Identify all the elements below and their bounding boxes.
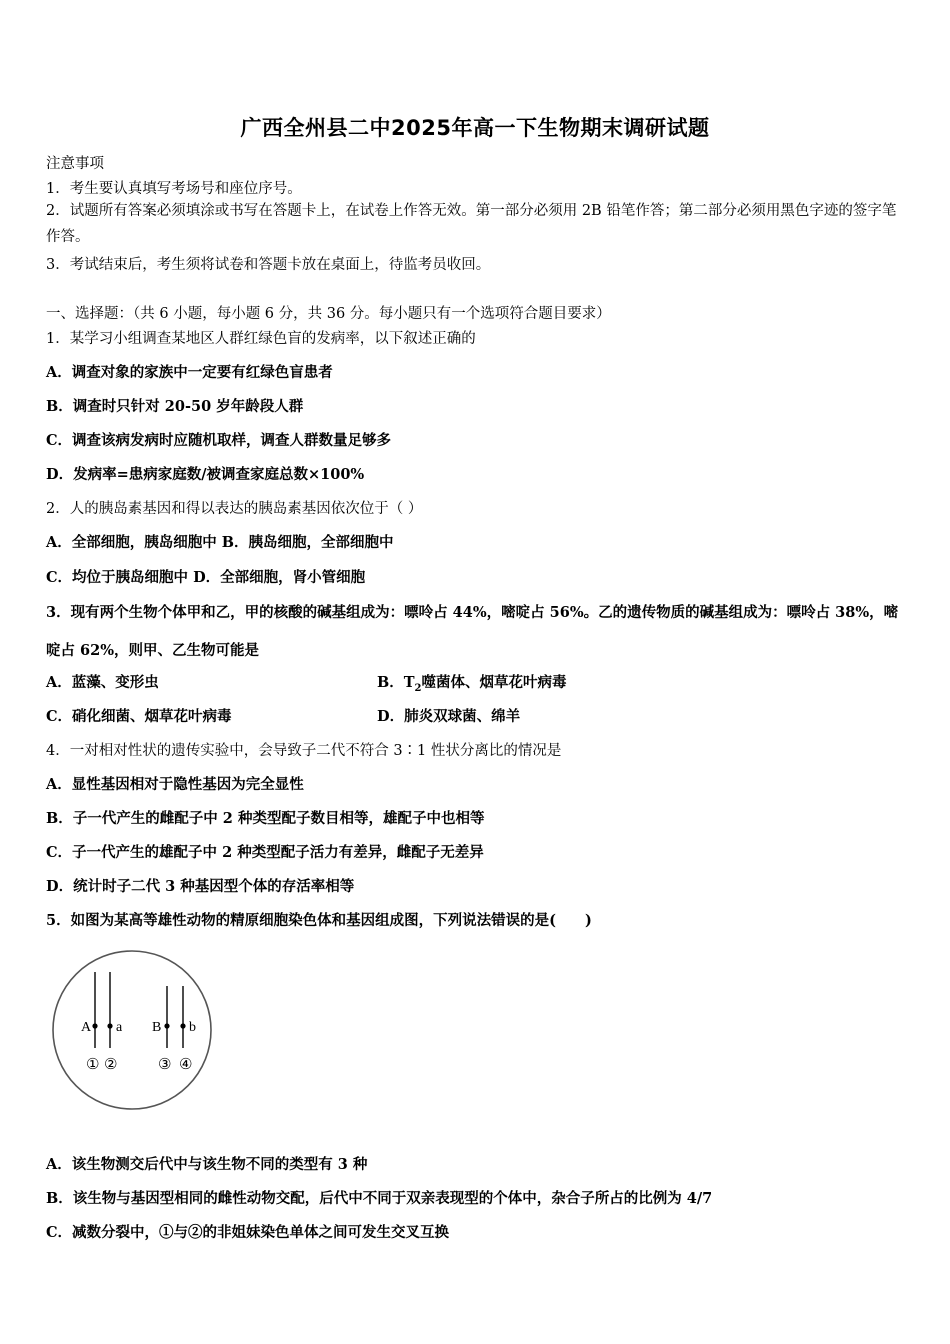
question-4-option-d: D．统计时子二代 3 种基因型个体的存活率相等 (46, 878, 355, 895)
gene-locus-dot (92, 1023, 97, 1028)
question-4-stem: 4．一对相对性状的遗传实验中，会导致子二代不符合 3∶1 性状分离比的情况是 (46, 743, 562, 759)
question-5-option-c: C．减数分裂中，①与②的非姐妹染色单体之间可发生交叉互换 (46, 1224, 450, 1241)
chromosome-label-2: ② (104, 1055, 118, 1073)
question-1-option-d: D．发病率=患病家庭数/被调查家庭总数×100% (46, 466, 365, 483)
question-1-option-c: C．调查该病发病时应随机取样，调查人群数量足够多 (46, 432, 392, 449)
chromosome-label-4: ④ (179, 1055, 193, 1073)
gene-locus-dot (180, 1023, 185, 1028)
gene-locus-dot (107, 1023, 112, 1028)
question-3-option-b: B．$T_2$噬菌体、烟草花叶病毒 (377, 674, 567, 694)
question-2-stem: 2．人的胰岛素基因和得以表达的胰岛素基因依次位于（ ） (46, 501, 423, 517)
question-4-option-c: C．子一代产生的雄配子中 2 种类型配子活力有差异，雌配子无差异 (46, 844, 484, 861)
question-4-option-a: A．显性基因相对于隐性基因为完全显性 (46, 776, 304, 793)
chromosome-label-1: ① (86, 1055, 100, 1073)
section-heading: 一、选择题：（共 6 小题，每小题 6 分，共 36 分。每小题只有一个选项符合题目要求） (46, 306, 611, 322)
gene-label-b-lower: b (189, 1020, 196, 1035)
question-3-stem: 3．现有两个生物个体甲和乙，甲的核酸的碱基组成为：嘌呤占 44%，嘧啶占 56%。乙的遗传物质的碱基组成为：嘌呤占 38%，嘧啶占 62%，则甲、乙生物可能是 (46, 604, 899, 659)
question-4-option-b: B．子一代产生的雌配子中 2 种类型配子数目相等，雄配子中也相等 (46, 810, 485, 827)
chromosome-label-3: ③ (158, 1055, 172, 1073)
question-1-option-a: A．调查对象的家族中一定要有红绿色盲患者 (46, 364, 333, 381)
question-5-option-a: A．该生物测交后代中与该生物不同的类型有 3 种 (46, 1156, 368, 1173)
notice-item-3: 3．考试结束后，考生须将试卷和答题卡放在桌面上，待监考员收回。 (46, 257, 491, 273)
question-5-option-b: B．该生物与基因型相同的雌性动物交配，后代中不同于双亲表现型的个体中，杂合子所占的比例为 4/7 (46, 1190, 713, 1207)
gene-label-a-lower: a (116, 1020, 123, 1035)
notice-heading: 注意事项 (46, 156, 104, 172)
gene-locus-dot (164, 1023, 169, 1028)
question-5-stem: 5．如图为某高等雄性动物的精原细胞染色体和基因组成图，下列说法错误的是( ) (46, 912, 592, 929)
notice-item-2: 2．试题所有答案必须填涂或书写在答题卡上，在试卷上作答无效。第一部分必须用 2B 铅笔作答；第二部分必须用黑色字迹的签字笔作答。 (46, 203, 897, 245)
question-1-option-b: B．调查时只针对 20-50 岁年龄段人群 (46, 398, 304, 415)
question-1-stem: 1．某学习小组调查某地区人群红绿色盲的发病率，以下叙述正确的 (46, 331, 476, 347)
gene-label-b-upper: B (152, 1020, 162, 1035)
question-3-option-d: D．肺炎双球菌、绵羊 (377, 708, 521, 725)
question-2-options-ab: A．全部细胞，胰岛细胞中 B．胰岛细胞，全部细胞中 (46, 534, 394, 551)
question-3-option-a: A．蓝藻、变形虫 (46, 674, 159, 691)
question-2-options-cd: C．均位于胰岛细胞中 D．全部细胞，肾小管细胞 (46, 569, 366, 586)
chromosome-diagram (46, 942, 224, 1120)
cell-membrane-circle (53, 951, 211, 1109)
page-title: 广西全州县二中2025年高一下生物期末调研试题 (240, 116, 710, 140)
notice-item-1: 1．考生要认真填写考场号和座位序号。 (46, 181, 302, 197)
question-3-option-c: C．硝化细菌、烟草花叶病毒 (46, 708, 232, 725)
gene-label-a-upper: A (81, 1020, 92, 1035)
